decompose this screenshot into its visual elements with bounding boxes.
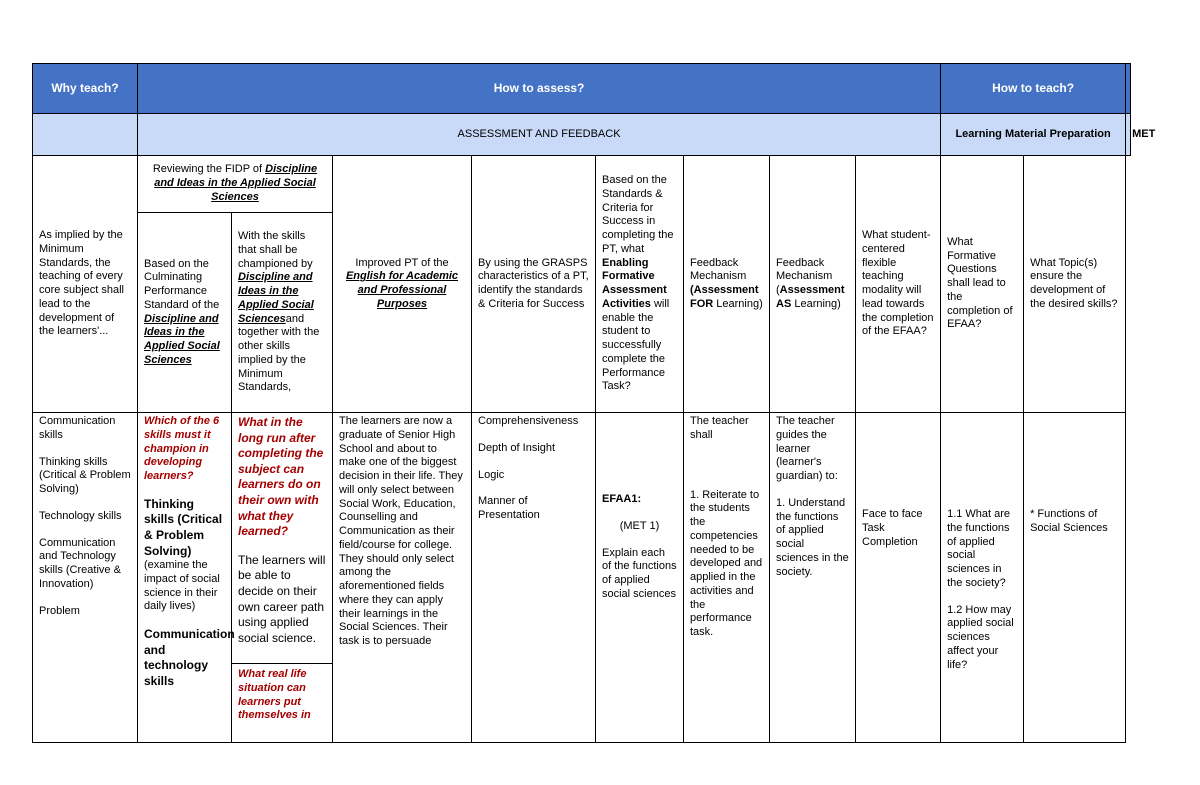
prompt-culminating: Based on the Culminating Performance Standard of the Discipline and Ideas in the Applied Social Sciences <box>138 213 232 413</box>
question-long-run: What in the long run after completing the subject can learners do on their own with what they learned? <box>238 415 324 539</box>
teacher-guides: The teacher guides the learner (learner's guardian) to: <box>776 415 838 482</box>
skill-item: Thinking skills (Critical & Problem Solving) <box>39 455 131 495</box>
question-which-skills: Which of the 6 skills must it champion in developing learners? <box>144 415 220 482</box>
skill-item: Problem <box>39 604 80 617</box>
prompt-grasps: By using the GRASPS characteristics of a PT, identify the standards & Criteria for Success <box>472 156 596 413</box>
criteria-item: Depth of Insight <box>478 441 556 454</box>
teacher-shall: The teacher shall <box>690 415 749 441</box>
planning-table <box>32 63 1171 743</box>
prompt-improved-pt: Improved PT of the English for Academic and Professional Purposes <box>333 156 472 413</box>
teacher-reiterate: 1. Reiterate to the students the competencies needed to be developed and applied in the activities and the performance task. <box>690 488 763 638</box>
prompt-modality: What student-centered flexible teaching modality will lead towards the completion of the EFAA? <box>856 156 941 413</box>
subheader-assessment-feedback: ASSESSMENT AND FEEDBACK <box>138 114 941 156</box>
subheader-learning-material: Learning Material Preparation <box>941 114 1126 156</box>
header-what-to-teach: What to teach? <box>1126 64 1131 114</box>
teacher-understand: 1. Understand the functions of applied social sciences in the society. <box>776 496 849 578</box>
subheader-met: MET <box>1126 114 1131 156</box>
pt-description: The learners are now a graduate of Senior High School and about to make one of the biggest decision in their life. They will only select between Social Work, Education, Counselling and Communication as their field/course for college. They should only select among the aforementioned fields where they can apply their learnings in the Social Sciences. Their task is to persuade <box>333 413 472 743</box>
formative-question: 1.1 What are the functions of applied social sciences in the society? <box>947 508 1011 589</box>
efaa-title: EFAA1: <box>602 493 642 505</box>
header-how-to-teach: How to teach? <box>941 64 1126 114</box>
modality-cell: Face to face Task Completion <box>856 413 941 743</box>
topic-cell: * Functions of Social Sciences <box>1024 413 1126 743</box>
subheader-empty <box>33 114 138 156</box>
skill-item: Technology skills <box>39 509 122 522</box>
skill-item: Communication and Technology skills (Creative & Innovation) <box>39 536 121 590</box>
long-run-cell <box>232 413 333 743</box>
criteria-item: Logic <box>478 468 505 481</box>
header-how-to-assess: How to assess? <box>138 64 941 114</box>
prompt-skills: With the skills that shall be championed by Discipline and Ideas in the Applied Social Sciencesand together with the other skills implied by the Minimum Standards, <box>232 213 333 413</box>
feedback-for-cell <box>684 413 770 743</box>
prompt-why: As implied by the Minimum Standards, the teaching of every core subject shall lead to the development of the learners'... <box>33 156 138 413</box>
question-real-life: What real life situation can learners put themselves in <box>238 668 311 722</box>
feedback-as-cell <box>770 413 856 743</box>
efaa-met: (MET 1) <box>619 519 660 532</box>
skill-item: Communication skills <box>39 415 116 441</box>
skills-list <box>33 413 138 743</box>
efaa-text: Explain each of the functions of applied social sciences <box>602 546 677 600</box>
criteria-item: Manner of Presentation <box>478 495 540 521</box>
champion-skills <box>138 413 235 743</box>
learners-able: The learners will be able to decide on their own career path using applied social science. <box>238 552 326 645</box>
criteria-item: Comprehensiveness <box>478 415 579 427</box>
criteria-list <box>472 413 596 743</box>
prompt-fidp: Reviewing the FIDP of Discipline and Ideas in the Applied Social Sciences <box>138 156 333 213</box>
prompt-feedback-as: Feedback Mechanism (Assessment AS Learning) <box>770 156 856 413</box>
prompt-criteria: Based on the Standards & Criteria for Success in completing the PT, what Enabling Formative Assessment Activities will enable the student to successfully complete the Performance Task? <box>596 156 684 413</box>
prompt-formative-questions: What Formative Questions shall lead to the completion of EFAA? <box>941 156 1024 413</box>
prompt-feedback-for: Feedback Mechanism (Assessment FOR Learning) <box>684 156 770 413</box>
prompt-topics: What Topic(s) ensure the development of the desired skills? <box>1024 156 1126 413</box>
thinking-note: (examine the impact of social science in their daily lives) <box>144 559 220 613</box>
thinking-skills: Thinking skills (Critical & Problem Solving) <box>144 496 223 558</box>
formative-question: 1.2 How may applied social sciences affect your life? <box>947 603 1014 671</box>
comm-tech-skills: Communication and technology skills <box>144 627 235 688</box>
formative-questions-cell <box>941 413 1024 743</box>
efaa-cell <box>596 413 684 743</box>
header-why-teach: Why teach? <box>33 64 138 114</box>
